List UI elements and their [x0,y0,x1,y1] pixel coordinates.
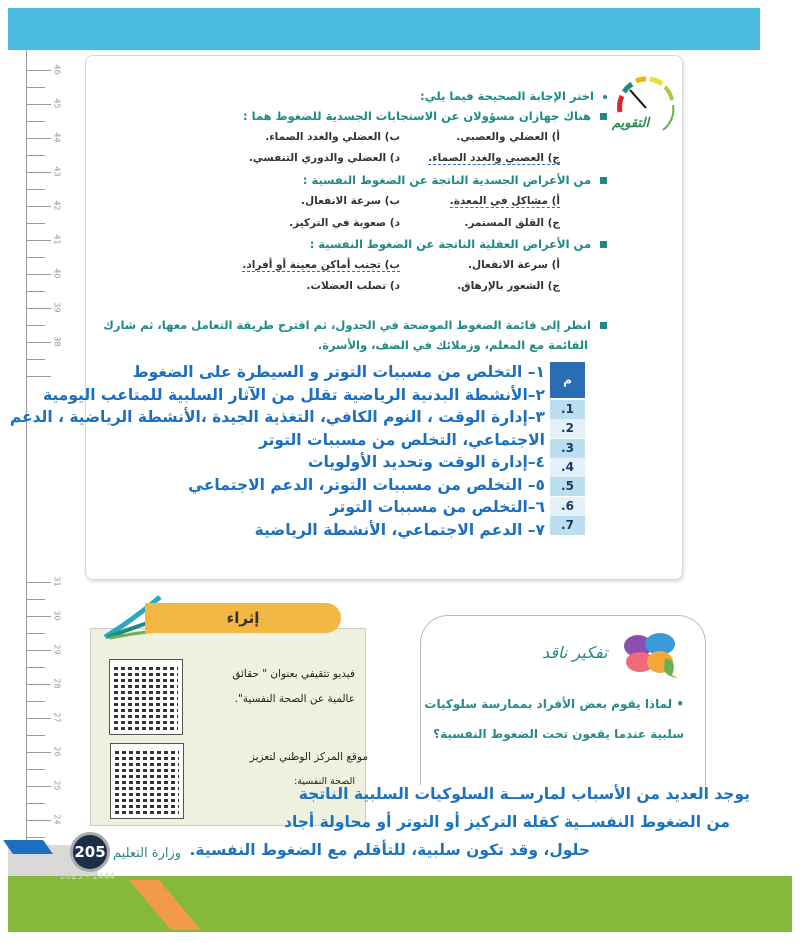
ruler-number: 42 [52,200,62,211]
ruler-number: 39 [52,302,62,313]
ruler-tick [27,376,51,377]
evaluation-logo-label: التقويم [612,116,650,131]
answer-line: ٤–إدارة الوقت وتحديد الأولويات [307,453,545,471]
question-text: هناك جهازان مسؤولان عن الاستجابات الجسدية للضغوط هما : [243,109,591,123]
table-row-number: .7 [550,516,585,535]
ruler-tick [27,667,45,668]
ruler-tick [27,820,51,821]
answer-paragraph-line: من الضغوط النفســية كقلة التركيز أو التوتر أو محاولة أجاد [283,813,730,831]
table-header: م [550,362,585,398]
ruler-number: 29 [52,644,62,655]
table-row-number: .5 [550,477,585,496]
ruler-number: 38 [52,336,62,347]
ruler-number: 30 [52,610,62,621]
ruler-tick [27,206,51,207]
qr-code-website[interactable] [110,743,184,819]
ruler-tick [27,803,45,804]
critical-thinking-title: تفكير ناقد [542,643,608,662]
square-bullet-icon [600,241,607,248]
option-correct[interactable]: ج) العصبي والغدد الصماء. [428,152,560,164]
option[interactable]: أ) العضلي والعصبي. [456,131,560,143]
top-color-band [8,8,760,50]
answer-line: ٣–إدارة الوقت ، النوم الكافي، التغذية الجيدة ،الأنشطة الرياضية ، الدعم [9,408,545,426]
ruler-number: 31 [52,576,62,587]
option[interactable]: ب) سرعة الانفعال. [301,195,400,207]
square-bullet-icon [600,177,607,184]
ruler-tick [27,138,51,139]
option-correct[interactable]: ب) تجنب أماكن معينة أو أفراد. [242,259,400,271]
ruler-tick [27,599,45,600]
ruler-tick [27,342,51,343]
square-bullet-icon [600,322,607,329]
answer-line: ٦–التخلص من مسببات التوتر [329,498,545,516]
task-instruction [103,318,607,332]
ruler-tick [27,155,45,156]
table-row-number: .4 [550,458,585,477]
ruler-number: 43 [52,166,62,177]
answer-line: ٥– التخلص من مسببات التوتر، الدعم الاجتماعي [188,475,545,494]
question-1 [243,109,607,123]
ruler-tick [27,274,51,275]
ruler-tick [27,718,51,719]
edition-year: 2023 - 1444 [60,872,115,882]
table-row-number: .6 [550,497,585,516]
answer-paragraph-line: حلول، وقد تكون سلبية، للتأقلم مع الضغوط النفسية. [189,841,590,859]
ruler-tick [27,104,51,105]
ruler-tick [27,308,51,309]
ruler-number: 41 [52,234,62,245]
instruction [420,89,607,103]
ruler-number: 27 [52,712,62,723]
table-row-number: .3 [550,439,585,458]
question-text: من الأعراض الجسدية الناتجة عن الضغوط النفسية : [302,173,591,187]
option[interactable]: د) صعوبة في التركيز. [289,217,400,229]
ruler-tick [27,189,45,190]
square-bullet-icon [600,113,607,120]
ruler-tick [27,786,51,787]
enrichment-title: إثراء [145,603,341,633]
table-row-number: .1 [550,400,585,419]
question-3 [310,237,607,251]
ruler-number: 40 [52,268,62,279]
ruler-tick [27,752,51,753]
ruler-tick [27,325,45,326]
question-2 [303,173,607,187]
answer-line: ٢–الأنشطة البدنية الرياضية تقلل من الآثار السلبية للمتاعب اليومية [43,385,545,404]
bullet-icon [603,95,607,99]
ruler-number: 25 [52,780,62,791]
ruler-tick [27,223,45,224]
enrichment-item-1-line: عالمية عن الصحة النفسية". [234,693,355,705]
task-line: انظر إلى قائمة الضغوط الموضحة في الجدول، ثم اقترح طريقة التعامل معها، ثم شارك [103,318,591,332]
ruler-tick [27,87,45,88]
ruler-tick [27,650,51,651]
ruler-tick [27,684,51,685]
ruler-tick [27,240,51,241]
enrichment-item-2-line: موقع المركز الوطني لتعزيز [249,751,368,763]
answer-line: ٧– الدعم الاجتماعي، الأنشطة الرياضية [254,520,545,539]
ruler-tick [27,735,45,736]
ruler-number: 24 [52,814,62,825]
ruler-number: 28 [52,678,62,689]
ruler-tick [27,172,51,173]
option[interactable]: ب) العضلي والغدد الصماء. [265,131,400,143]
footer-blue-stripe [3,840,53,854]
ruler-tick [27,359,45,360]
enrichment-item-2-line: الصحة النفسية: [294,776,355,787]
qr-code-video[interactable] [109,659,183,735]
option[interactable]: د) تصلب العضلات. [306,280,400,292]
answer-line: الاجتماعي، التخلص من مسببات التوتر [258,430,545,449]
option[interactable]: د) العضلي والدوري التنفسي. [248,152,400,164]
ruler-tick [27,616,51,617]
answer-line: ١– التخلص من مسببات التوتر و السيطرة على الضغوط [132,363,545,381]
question-text: من الأعراض العقلية الناتجة عن الضغوط النفسية : [309,237,591,251]
ruler-number: 46 [52,64,62,75]
brain-puzzle-icon [620,630,682,680]
ruler-tick [27,121,45,122]
page-number: 205 [70,832,110,872]
ruler-tick [27,837,45,838]
table-row-number: .2 [550,419,585,438]
critical-question-line: سلبية عندما يقعون تحت الضغوط النفسية؟ [433,727,684,741]
ruler-number: 26 [52,746,62,757]
ruler-number: 45 [52,98,62,109]
option-correct[interactable]: أ) مشاكل في المعدة. [449,195,560,207]
ruler-tick [27,701,45,702]
task-line-2: القائمة مع المعلم، وزملائك في الصف، والأسرة. [317,338,588,352]
footer-green-band [8,876,792,932]
option[interactable]: أ) سرعة الانفعال. [468,259,560,271]
ruler-tick [27,257,45,258]
ruler-number: 44 [52,132,62,143]
option[interactable]: ج) القلق المستمر. [464,217,560,229]
enrichment-item-1-line: فيديو تثقيفي بعنوان " حقائق [232,668,355,680]
ruler-tick [27,769,45,770]
critical-question-line: • لماذا يقوم بعض الأفراد بممارسة سلوكيات [424,697,684,711]
option[interactable]: ج) الشعور بالإرهاق. [457,280,560,292]
answer-paragraph-line: يوجد العديد من الأسباب لمارســة السلوكيات السلبية الناتجة [298,785,750,803]
ruler-tick [27,70,51,71]
instruction-text: اختر الإجابة الصحيحة فيما يلي: [420,89,594,103]
ministry-logo-text: وزارة التعليم [113,846,182,861]
ruler-tick [27,582,51,583]
ruler-tick [27,291,45,292]
ruler-tick [27,633,45,634]
page-ruler [26,50,27,840]
